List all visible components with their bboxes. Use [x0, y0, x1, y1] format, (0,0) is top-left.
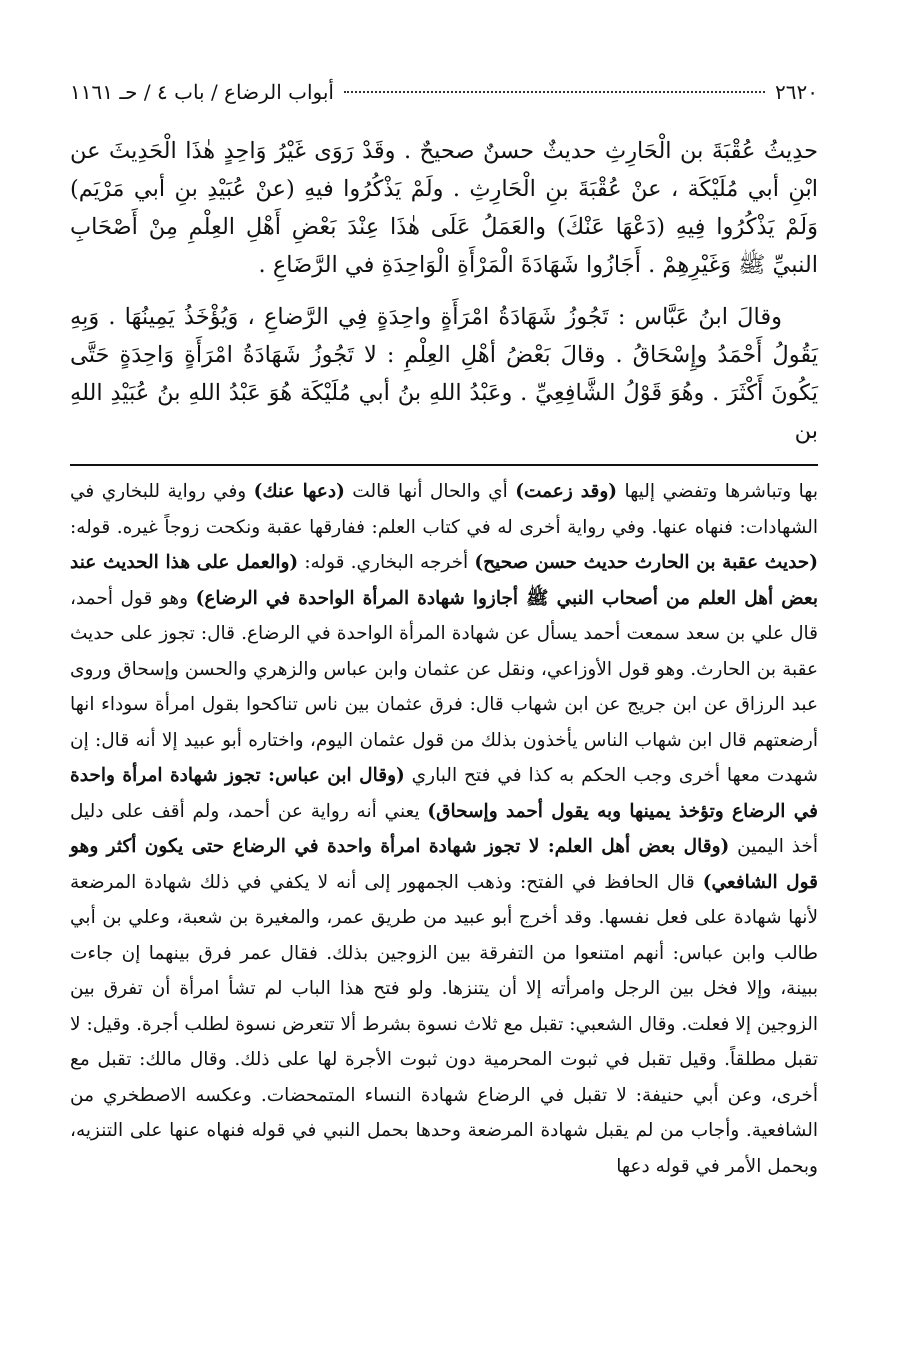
commentary-quote: (دعها عنك) — [253, 481, 345, 502]
hadith-paragraph-2: وقالَ ابنُ عَبَّاس : تَجُوزُ شَهَادَةُ امْرَأَةٍ واحِدَةٍ فِي الرَّضاعِ ، وَيُؤْخَذُ يَمِينُهَا . وَبِهِ يَقُولُ أَحْمَدُ وإِسْحَاقُ . وقالَ بَعْضُ أهْلِ العِلْمِ : لا تَجُوزُ شَهَادَةُ امْرَأَةٍ وَاحِدَةٍ حَتَّى يَكُونَ أَكْثَرَ . وهُوَ قَوْلُ الشَّافِعِيِّ . وعَبْدُ اللهِ بنُ أبي مُلَيْكَة هُوَ عَبْدُ اللهِ بنُ عُبَيْدِ اللهِ بن — [70, 304, 818, 444]
book-page — [70, 80, 818, 1320]
commentary-text-run: بها وتباشرها وتفضي إليها — [617, 481, 818, 502]
commentary-text-run: وفي رواية للبخاري في الشهادات: فنهاه عنها. وفي رواية أخرى له في كتاب العلم: ففارقها عقبة ونكحت زوجاً غيره. قوله: — [70, 481, 818, 538]
commentary-quote: (وقال بعض أهل العلم: لا تجوز شهادة امرأة واحدة في الرضاع حتى يكون أكثر وهو قول الشافعي) — [70, 836, 818, 893]
page-number: ٢٦٢٠ — [775, 80, 818, 104]
header-dot-leader — [344, 91, 765, 93]
commentary-text-run: يعني أنه رواية عن أحمد، ولم أقف على دليل أخذ اليمين — [70, 800, 818, 857]
commentary-text-run: وهو قول أحمد، قال علي بن سعد سمعت أحمد يسأل عن شهادة المرأة الواحدة في الرضاع. قال: تجوز على حديث عقبة بن الحارث. وهو قول الأوزاعي، ونقل عن عثمان وابن عباس والزهري والحسن وإسحاق وروى عبد الرزاق عن ابن جريج عن ابن شهاب قال: فرق عثمان بين ناس تناكحوا بقول امرأة سوداء انها أرضعتهم قال ابن شهاب الناس يأخذون بذلك من قول عثمان اليوم، واختاره أبو عبيد إلا أنه قال: إن شهدت معها أخرى وجب الحكم به كذا في فتح الباري — [70, 587, 818, 786]
commentary-quote: (وقد زعمت) — [515, 481, 618, 502]
commentary-text-run: أي والحال أنها قالت — [344, 481, 516, 502]
commentary-text-run: أخرجه البخاري. قوله: — [298, 552, 475, 573]
hadith-text — [70, 132, 818, 450]
commentary-quote: (وقال ابن عباس: تجوز شهادة امرأة واحدة في الرضاع وتؤخذ يمينها وبه يقول أحمد وإسحاق) — [70, 765, 818, 822]
commentary-text — [70, 474, 818, 1184]
commentary-text-run: قال الحافظ في الفتح: وذهب الجمهور إلى أنه لا يكفي في ذلك شهادة المرضعة لأنها شهادة على فعل نفسها. وقد أخرج أبو عبيد من طريق عمر، والمغيرة بن شعبة، وعلي بن أبي طالب وابن عباس: أنهم امتنعوا من التفرقة بين الزوجين بذلك. فقال عمر فرق بينهما إن جاءت ببينة، وإلا فخل بين الرجل وامرأته إلا أن يتنزها. ولو فتح هذا الباب لم تشأ امرأة أن تفرق بين الزوجين إلا فعلت. وقال الشعبي: تقبل مع ثلاث نسوة بشرط ألا تتعرض نسوة لطلب أجرة. وقيل: لا تقبل مطلقاً. وقيل تقبل في ثبوت المحرمية دون ثبوت الأجرة لها على ذلك. وقال مالك: تقبل مع أخرى، وعن أبي حنيفة: لا تقبل في الرضاع شهادة النساء المتمحضات. وعكسه الاصطخري من الشافعية. وأجاب من لم يقبل شهادة المرضعة وحدها بحمل النبي في قوله فنهاه عنها على التنزيه، وبحمل الأمر في قوله دعها — [70, 871, 818, 1177]
footnote-divider — [70, 464, 818, 466]
commentary-quote: (والعمل على هذا الحديث عند بعض أهل العلم من أصحاب النبي ﷺ أجازوا شهادة المرأة الواحدة في الرضاع) — [70, 552, 818, 609]
header-chapter-title: أبواب الرضاع / باب ٤ / حـ ١١٦١ — [70, 80, 334, 104]
running-header — [70, 80, 818, 120]
hadith-paragraph-1: حدِيثُ عُقْبَةَ بن الْحَارِثِ حديثٌ حسنٌ صحيحٌ . وقَدْ رَوَى غَيْرُ وَاحِدٍ هٰذَا الْحَدِيثَ عن ابْنِ أبي مُلَيْكَة ، عنْ عُقْبَةَ بنِ الْحَارِثِ . ولَمْ يَذْكُرُوا فيهِ (عنْ عُبَيْدِ بنِ أبي مَرْيَم) وَلَمْ يَذْكُرُوا فِيهِ (دَعْهَا عَنْكَ) والعَمَلُ عَلَى هٰذَا عِنْدَ بَعْضِ أَهْلِ العِلْمِ مِنْ أَصْحَابِ النبيِّ ﷺ وَغَيْرِهِمْ . أَجَازُوا شَهَادَةَ الْمَرْأَةِ الْوَاحِدَةِ في الرَّضَاعِ . — [70, 138, 818, 278]
commentary-quote: (حديث عقبة بن الحارث حديث حسن صحيح) — [474, 552, 818, 573]
